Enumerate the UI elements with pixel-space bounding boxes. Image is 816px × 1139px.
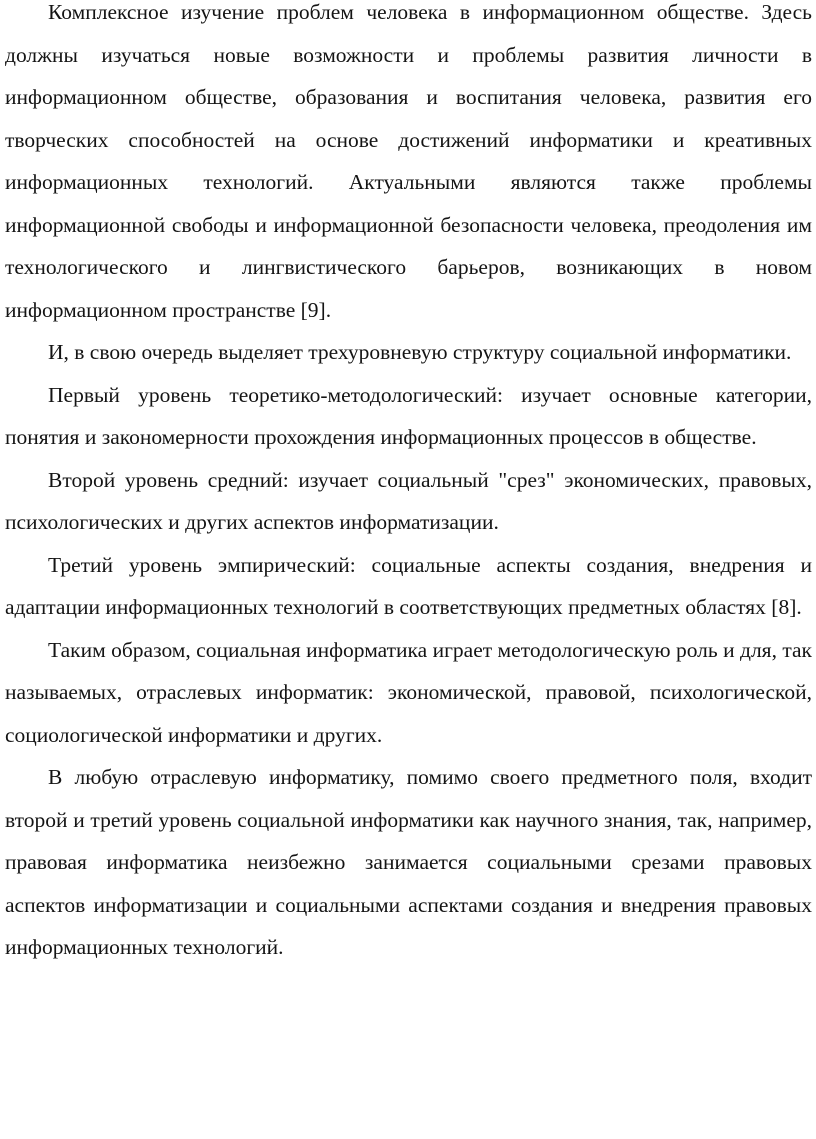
paragraph-6: Таким образом, социальная информатика играет методологическую роль и для, так называемых, отраслевых информатик: экономической, правовой, психологической, социологической информатики и других. — [5, 637, 812, 747]
paragraph-7: В любую отраслевую информатику, помимо своего предметного поля, входит второй и третий уровень социальной информатики как научного знания, так, например, правовая информатика неизбежно занимается социальными срезами правовых аспектов информатизации и социальными аспектами создания и внедрения правовых информационных технологий. — [5, 765, 812, 959]
paragraph-5: Третий уровень эмпирический: социальные аспекты создания, внедрения и адаптации информационных технологий в соответствующих предметных областях [8]. — [5, 552, 812, 619]
paragraph-4: Второй уровень средний: изучает социальный "срез" экономических, правовых, психологических и других аспектов информатизации. — [5, 467, 812, 534]
paragraph-2: И, в свою очередь выделяет трехуровневую структуру социальной информатики. — [48, 340, 792, 364]
paragraph-3: Первый уровень теоретико-методологический: изучает основные категории, понятия и закономерности прохождения информационных процессов в обществе. — [5, 382, 812, 449]
paragraph-1: Комплексное изучение проблем человека в информационном обществе. Здесь должны изучаться новые возможности и проблемы развития личности в информационном обществе, образования и воспитания человека, развития его творческих способностей на основе достижений информатики и креативных информационных технологий. Актуальными являются также проблемы информационной свободы и информационной безопасности человека, преодоления им технологического и лингвистического барьеров, возникающих в новом информационном пространстве [9]. — [5, 0, 812, 322]
